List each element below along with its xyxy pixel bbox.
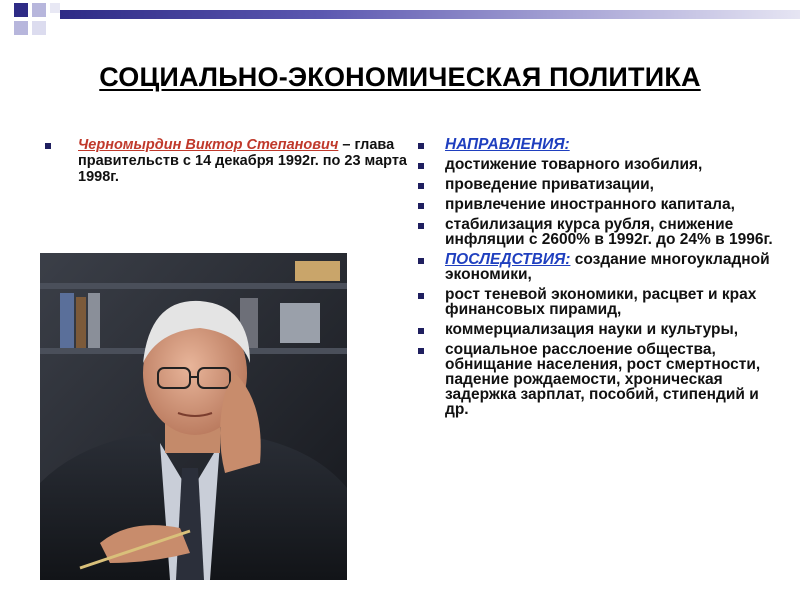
list-item <box>415 287 785 317</box>
list-item-text: проведение приватизации, <box>445 176 654 193</box>
bullet-icon <box>418 348 424 354</box>
left-caption <box>78 137 408 185</box>
list-item <box>415 217 785 247</box>
list-item-text: создание многоукладной экономики, <box>445 251 770 283</box>
list-item-text: достижение товарного изобилия, <box>445 156 703 173</box>
list-item-text: привлечение иностранного капитала, <box>445 196 735 213</box>
bullet-icon <box>418 203 424 209</box>
person-description: – глава правительств с 14 декабря 1992г. по 23 марта 1998г. <box>78 137 407 185</box>
bullet-icon <box>418 143 424 149</box>
list-item <box>415 137 785 152</box>
list-item <box>415 157 785 172</box>
list-item-text: социальное расслоение общества, обнищание населения, рост смертности, падение рождаемости, хроническая задержка зарплат, пособий, стипендий и др. <box>445 341 761 418</box>
policy-list <box>415 137 785 422</box>
bullet-icon <box>418 223 424 229</box>
bullet-icon <box>418 258 424 264</box>
list-item-text: стабилизация курса рубля, снижение инфляции с 2600% в 1992г. до 24% в 1996г. <box>445 216 773 248</box>
bullet-icon <box>45 143 51 149</box>
list-item-text: коммерциализация науки и культуры, <box>445 321 739 338</box>
list-item <box>415 322 785 337</box>
person-name[interactable]: Черномырдин Виктор Степанович <box>78 137 339 153</box>
bullet-icon <box>418 293 424 299</box>
section-heading-directions[interactable]: НАПРАВЛЕНИЯ: <box>445 136 570 153</box>
header-bar <box>60 10 800 19</box>
list-item-text: рост теневой экономики, расцвет и крах финансовых пирамид, <box>445 286 757 318</box>
list-item <box>415 342 785 417</box>
list-item <box>415 197 785 212</box>
page-title: СОЦИАЛЬНО-ЭКОНОМИЧЕСКАЯ ПОЛИТИКА <box>99 62 701 92</box>
portrait-photo <box>40 253 347 580</box>
bullet-icon <box>418 328 424 334</box>
list-item <box>415 177 785 192</box>
list-item <box>415 252 785 282</box>
bullet-icon <box>418 183 424 189</box>
section-heading-consequences[interactable]: ПОСЛЕДСТВИЯ: <box>445 251 571 268</box>
bullet-icon <box>418 163 424 169</box>
